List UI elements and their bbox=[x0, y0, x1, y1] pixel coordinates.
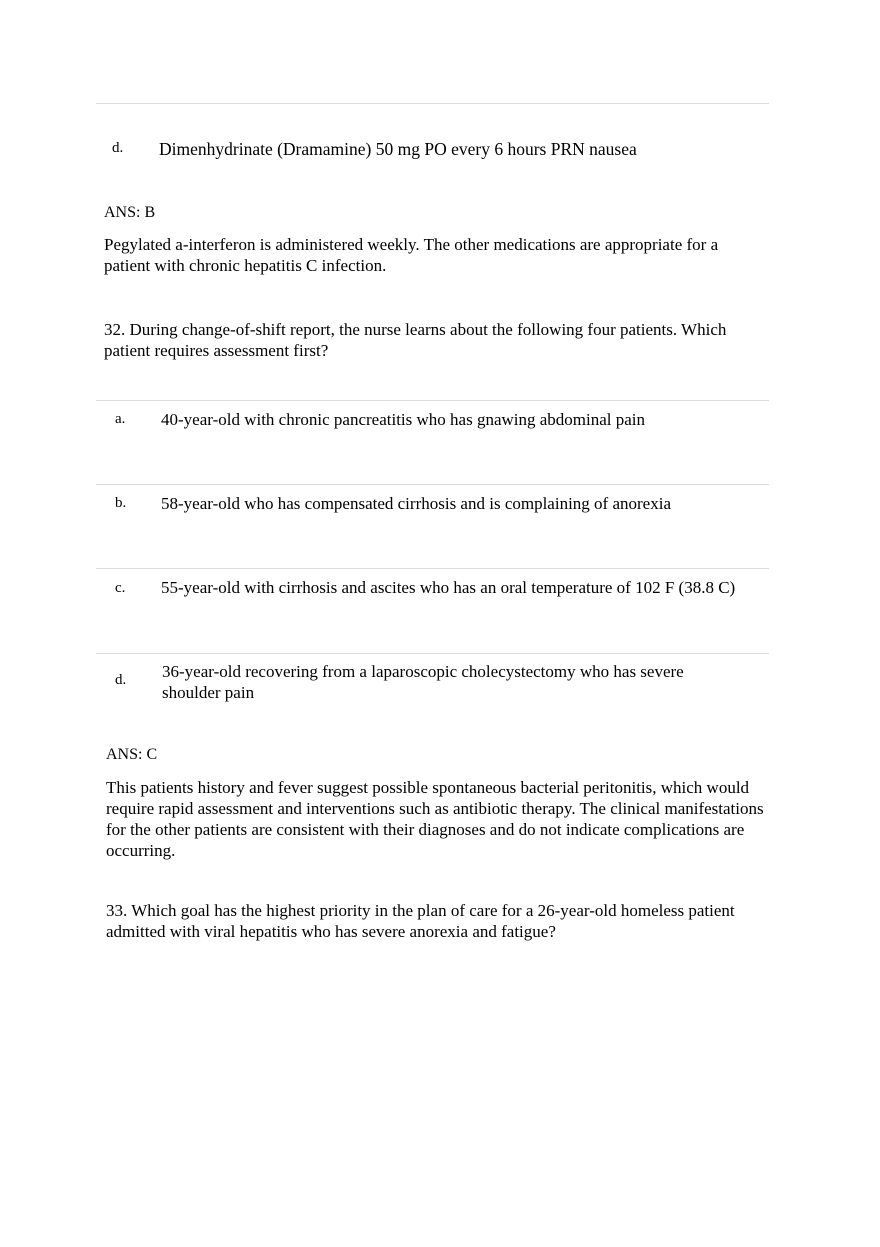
divider bbox=[96, 568, 769, 569]
q33-question: 33. Which goal has the highest priority in the plan of care for a 26-year-old homeless patient admitted with viral hepatitis who has severe anorexia and fatigue? bbox=[106, 901, 735, 941]
q32-answer: ANS: C bbox=[106, 746, 158, 763]
q32-rationale: This patients history and fever suggest possible spontaneous bacterial peritonitis, which would require rapid assessment and interventions such as antibiotic therapy. The clinical manifestations for the other patients are consistent with their diagnoses and do not indicate complications are occurring. bbox=[106, 778, 764, 860]
divider bbox=[96, 400, 769, 401]
option-text: Dimenhydrinate (Dramamine) 50 mg PO every 6 hours PRN nausea bbox=[159, 139, 637, 159]
option-letter: c. bbox=[115, 580, 126, 596]
divider bbox=[96, 653, 769, 654]
divider bbox=[96, 484, 769, 485]
option-text: 55-year-old with cirrhosis and ascites who has an oral temperature of 102 F (38.8 C) bbox=[161, 578, 736, 597]
option-text: 58-year-old who has compensated cirrhosis and is complaining of anorexia bbox=[161, 494, 671, 513]
option-letter: d. bbox=[112, 140, 124, 156]
option-text: 36-year-old recovering from a laparoscopic cholecystectomy who has severe shoulder pain bbox=[162, 662, 684, 702]
q31-answer: ANS: B bbox=[104, 204, 156, 221]
option-letter: b. bbox=[115, 495, 127, 511]
q31-rationale: Pegylated a-interferon is administered weekly. The other medications are appropriate for a patient with chronic hepatitis C infection. bbox=[104, 235, 719, 275]
option-letter: a. bbox=[115, 411, 126, 427]
divider bbox=[96, 103, 769, 104]
q32-question: 32. During change-of-shift report, the nurse learns about the following four patients. Which patient requires assessment first? bbox=[104, 320, 727, 360]
option-text: 40-year-old with chronic pancreatitis who has gnawing abdominal pain bbox=[161, 410, 646, 429]
option-letter: d. bbox=[115, 672, 127, 688]
